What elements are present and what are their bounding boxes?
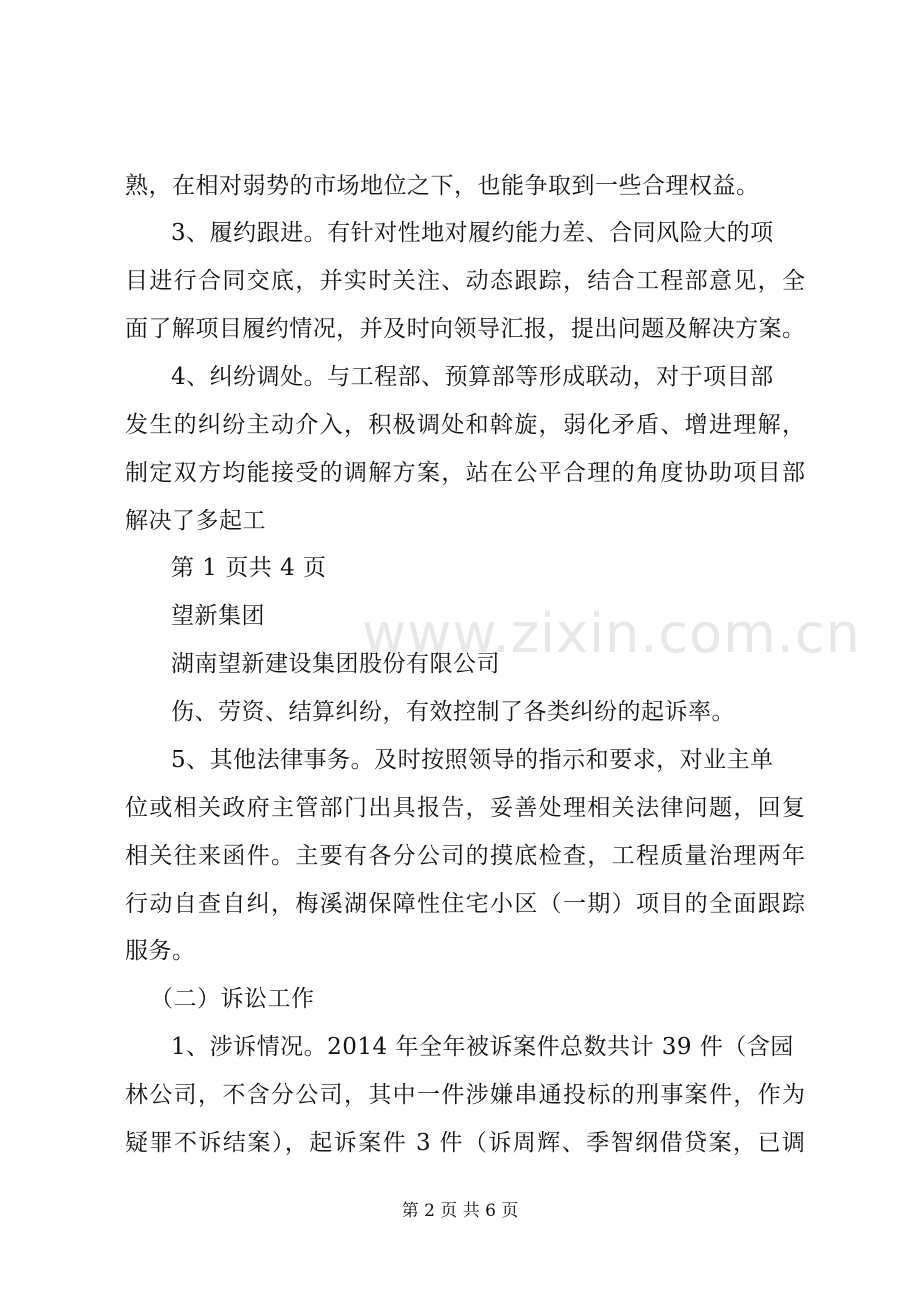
- body-line-19: 1、涉诉情况。2014 年全年被诉案件总数共计 39 件（含园: [171, 1034, 794, 1060]
- body-line-14: 位或相关政府主管部门出具报告，妥善处理相关法律问题，回复: [125, 795, 805, 821]
- body-line-2: 3、履约跟进。有针对性地对履约能力差、合同风险大的项: [171, 220, 774, 246]
- company-short-name: 望新集团: [171, 603, 265, 629]
- body-line-4: 面了解项目履约情况，并及时向领导汇报，提出问题及解决方案。: [125, 316, 805, 342]
- body-line-15: 相关往来函件。主要有各分公司的摸底检查，工程质量治理两年: [125, 843, 805, 869]
- body-line-1: 熟，在相对弱势的市场地位之下，也能争取到一些合理权益。: [125, 173, 760, 199]
- body-line-6: 发生的纠纷主动介入，积极调处和斡旋，弱化矛盾、增进理解，: [125, 412, 805, 438]
- company-full-name: 湖南望新建设集团股份有限公司: [171, 651, 500, 677]
- watermark: www.zixin.com.cn: [362, 602, 861, 665]
- page-footer: 第 2 页 共 6 页: [401, 1201, 519, 1221]
- body-line-12: 伤、劳资、结算纠纷，有效控制了各类纠纷的起诉率。: [171, 699, 735, 725]
- section-heading: （二）诉讼工作: [150, 986, 315, 1012]
- body-line-3: 目进行合同交底，并实时关注、动态跟踪，结合工程部意见，全: [125, 268, 805, 294]
- body-line-7: 制定双方均能接受的调解方案，站在公平合理的角度协助项目部: [125, 460, 805, 486]
- body-line-8: 解决了多起工: [125, 508, 266, 534]
- body-line-13: 5、其他法律事务。及时按照领导的指示和要求，对业主单: [171, 747, 774, 773]
- inner-page-number: 第 1 页共 4 页: [171, 555, 327, 581]
- body-line-17: 服务。: [125, 938, 196, 964]
- body-line-16: 行动自查自纠，梅溪湖保障性住宅小区（一期）项目的全面跟踪: [125, 891, 805, 917]
- body-line-20: 林公司，不含分公司，其中一件涉嫌串通投标的刑事案件，作为: [125, 1082, 805, 1108]
- body-line-21: 疑罪不诉结案），起诉案件 3 件（诉周辉、季智纲借贷案，已调: [125, 1130, 805, 1156]
- body-line-5: 4、纠纷调处。与工程部、预算部等形成联动，对于项目部: [171, 364, 774, 390]
